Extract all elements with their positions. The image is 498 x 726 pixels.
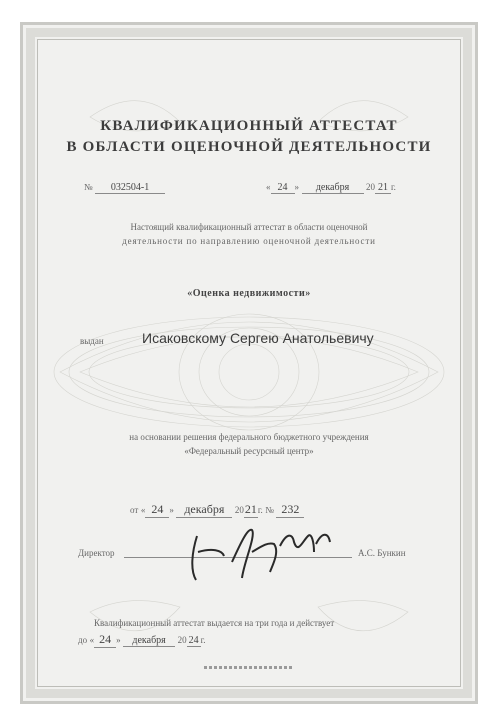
issue-year-suffix: 21 — [375, 182, 391, 194]
valid-until-year-suffix: 24 — [188, 635, 199, 646]
decision-year-unit: г. — [257, 505, 263, 515]
certificate-sheet — [20, 22, 478, 704]
issue-day: 24 — [271, 182, 295, 194]
title-line-2: В ОБЛАСТИ ОЦЕНОЧНОЙ ДЕЯТЕЛЬНОСТИ — [66, 139, 432, 155]
recipient-name: Исаковскому Сергею Анатольевичу — [142, 330, 374, 346]
printer-imprint — [204, 666, 294, 669]
certificate-number — [84, 182, 165, 194]
valid-until-date: до « 24 » декабря 20 24 г. — [78, 632, 206, 646]
decision-year-prefix: 20 — [234, 505, 244, 515]
director-label: Директор — [78, 548, 115, 558]
number-value: 032504-1 — [95, 182, 165, 194]
issue-year-prefix: 20 — [366, 182, 375, 192]
decision-number: 232 — [276, 502, 304, 518]
valid-until-day: 24 — [94, 632, 116, 648]
decision-date-number: от « 24 » декабря 2021г. № 232 — [130, 502, 304, 518]
decision-year-suffix: 21 — [244, 502, 257, 516]
intro-line-2: деятельности по направлению оценочной деятельности — [122, 236, 376, 246]
director-name: А.С. Бункин — [358, 548, 406, 558]
decision-day: 24 — [145, 502, 169, 518]
basis-line-2: «Федеральный ресурсный центр» — [184, 446, 314, 456]
decision-no-label: № — [265, 505, 274, 515]
valid-until-label: до — [78, 635, 88, 645]
valid-until-month: декабря — [123, 635, 175, 647]
intro-line-1: Настоящий квалификационный аттестат в области оценочной — [130, 222, 368, 232]
issued-label: выдан — [80, 336, 104, 346]
validity-line: Квалификационный аттестат выдается на три года и действует — [94, 618, 335, 628]
decision-month: декабря — [176, 502, 232, 518]
director-signature — [152, 522, 352, 584]
basis-line-1: на основании решения федерального бюджетного учреждения — [129, 432, 369, 442]
valid-until-year-unit: г. — [200, 635, 206, 645]
direction: «Оценка недвижимости» — [187, 288, 311, 299]
valid-until-year-prefix: 20 — [177, 635, 187, 645]
number-label: № — [84, 182, 93, 192]
issue-year-unit: г. — [391, 182, 396, 192]
issue-date: « 24 » декабря 20 21 г. — [266, 182, 396, 193]
decision-from-label: от — [130, 505, 139, 515]
issue-month: декабря — [302, 182, 364, 194]
title-line-1: КВАЛИФИКАЦИОННЫЙ АТТЕСТАТ — [100, 118, 398, 134]
